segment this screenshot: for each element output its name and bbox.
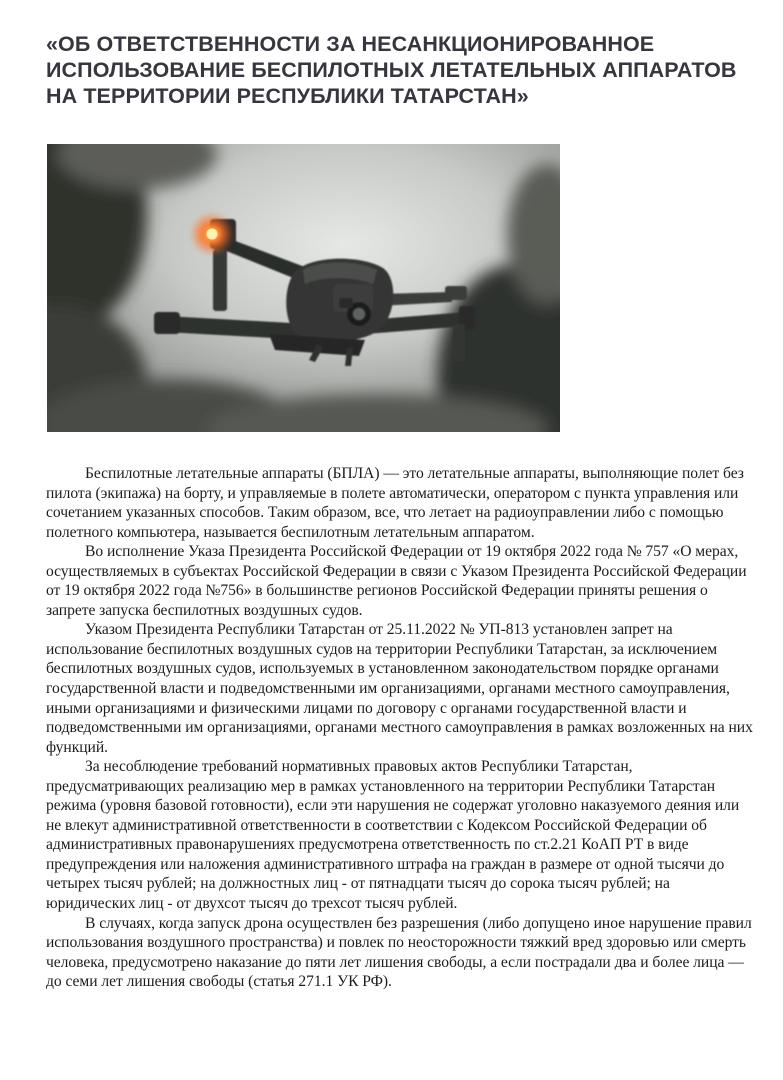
article-body bbox=[46, 464, 756, 992]
drone-photo bbox=[47, 144, 560, 432]
drone-illustration bbox=[47, 144, 560, 432]
page-title: «ОБ ОТВЕТСТВЕННОСТИ ЗА НЕСАНКЦИОНИРОВАННОЕ ИСПОЛЬЗОВАНИЕ БЕСПИЛОТНЫХ ЛЕТАТЕЛЬНЫХ АППАРАТОВ НА ТЕРРИТОРИИ РЕСПУБЛИКИ ТАТАРСТАН» bbox=[46, 32, 737, 108]
paragraph-federal-decree: Во исполнение Указа Президента Российской Федерации от 19 октября 2022 года № 757 «О мерах, осуществляемых в субъектах Российской Федерации в связи с Указом Президента Российской Федерации от 19 октября 2022 года №756» в большинстве регионов Российской Федерации приняты решения о запрете запуска беспилотных воздушных судов. bbox=[46, 543, 747, 619]
paragraph-definition: Беспилотные летательные аппараты (БПЛА) — это летательные аппараты, выполняющие полет без пилота (экипажа) на борту, и управляемые в полете автоматически, оператором с пункта управления или сочетанием указанных способов. Таким образом, все, что летает на радиоуправлении либо с помощью полетного компьютера, называется беспилотным летательным аппаратом. bbox=[46, 465, 744, 541]
paragraph-administrative-liability: За несоблюдение требований нормативных правовых актов Республики Татарстан, предусматривающих реализацию мер в рамках установленного на территории Республики Татарстан режима (уровня базовой готовности), если эти нарушения не содержат уголовно наказуемого деяния или не влекут административной ответственности в соответствии с Кодексом Российской Федерации об административных правонарушениях предусмотрена ответственность по ст.2.21 КоАП РТ в виде предупреждения или наложения административного штрафа на граждан в размере от одной тысячи до четырех тысяч рублей; на должностных лиц - от пятнадцати тысяч до сорока тысяч рублей; на юридических лиц - от двухсот тысяч до трехсот тысяч рублей. bbox=[46, 758, 740, 913]
paragraph-criminal-liability: В случаях, когда запуск дрона осуществлен без разрешения (либо допущено иное нарушение правил использования воздушного пространства) и повлек по неосторожности тяжкий вред здоровью или смерть человека, предусмотрено наказание до пяти лет лишения свободы, а если пострадали два и более лица — до семи лет лишения свободы (статья 271.1 УК РФ). bbox=[46, 914, 752, 991]
paragraph-regional-decree: Указом Президента Республики Татарстан от 25.11.2022 № УП-813 установлен запрет на использование беспилотных воздушных судов на территории Республики Татарстан, за исключением беспилотных воздушных судов, используемых в установленном законодательством порядке органами государственной власти и подведомственными им организациями, органами местного самоуправления, иными организациями и физическими лицами по договору с органами государственной власти и подведомственными им организациями, органами местного самоуправления в рамках возложенных на них функций. bbox=[46, 621, 753, 756]
